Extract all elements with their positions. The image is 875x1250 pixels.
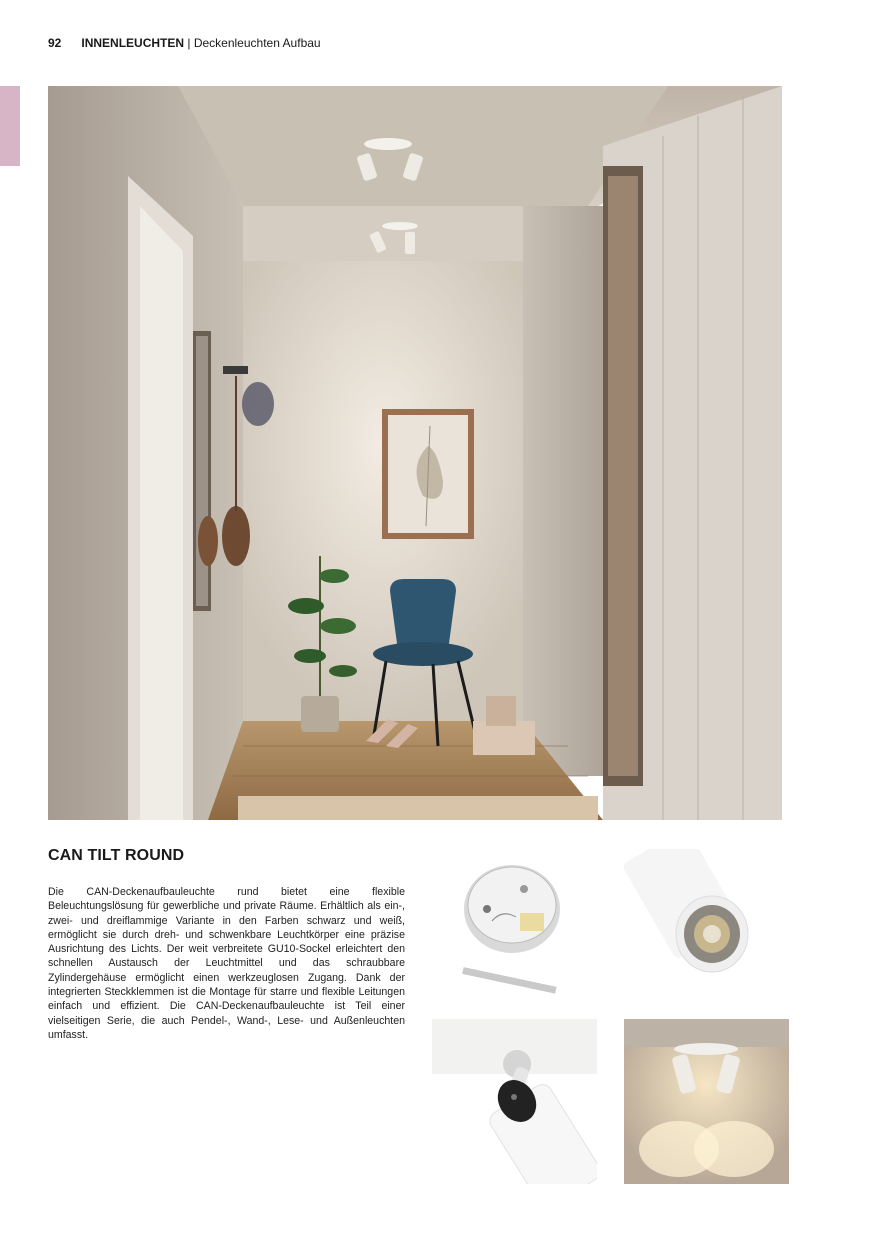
hero-hallway-image [48,86,782,820]
section-title: INNENLEUCHTEN [81,36,185,50]
product-description: Die CAN-Deckenaufbauleuchte rund bietet eine flexible Beleuchtungslösung für gewerbliche und private Räume. Erhältlich als ein-, zwei- und dreiflammige Variante in den Farben schwarz und weiß, ermöglicht sie durch dreh- und schwenkbare Leuchtkörper eine präzise Ausrichtung des Lichts. Der weit verbreitete GU10-Sockel erleichtert den schnellen Austausch der Leuchtmittel und das schraubbare Zylindergehäuse ermöglicht einen werkzeuglosen Zugang. Dank der integrierten Steckklemmen ist die Montage für starre und flexible Leitungen einfach und effizient. Die CAN-Deckenaufbauleuchte ist Teil einer vielseitigen Serie, die auch Pendel-, Wand-, Lese- und Außenleuchten umfasst. [48,886,405,1041]
spot-closeup-image [624,849,789,979]
page-header [48,36,321,50]
header-separator: | [184,36,194,50]
ambient-light-image [624,1019,789,1184]
subsection-title: Deckenleuchten Aufbau [193,36,321,50]
chapter-color-tab [0,86,20,166]
product-title: CAN TILT ROUND [48,847,185,864]
tilt-joint-image [432,1019,597,1184]
page-number: 92 [48,36,62,50]
mounting-plate-image [432,849,597,1009]
